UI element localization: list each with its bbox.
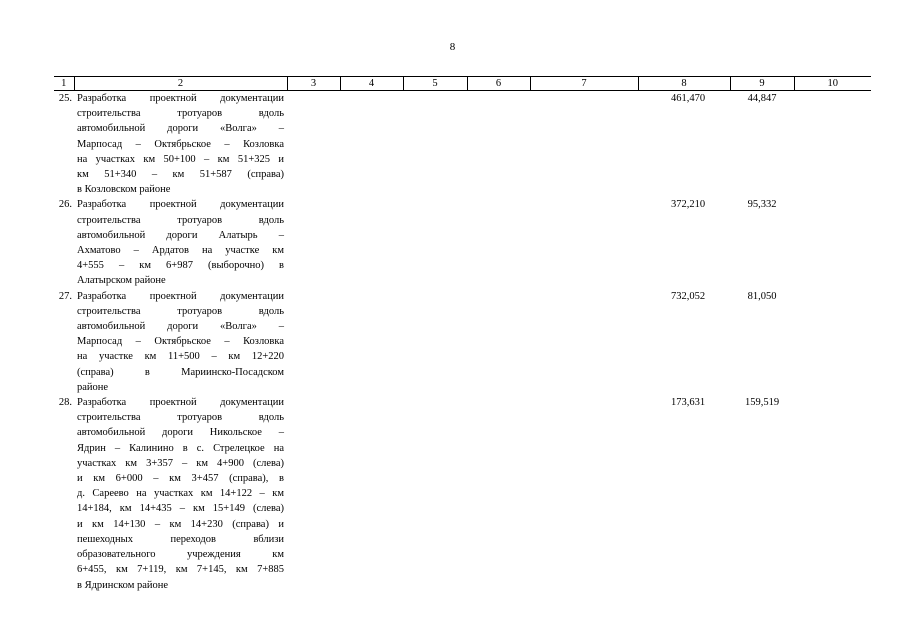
description-line: участках км 3+357 – км 4+900 (слева) [77,457,284,469]
description-line: Марпосад – Октябрьское – Козловка [77,138,284,150]
description-line: Разработка проектной документации [77,199,284,211]
row-description [74,289,287,395]
column-header-3: 3 [287,77,340,91]
description-line: Разработка проектной документации [77,397,284,409]
description-line: д. Сареево на участках км 14+122 – км [77,488,284,500]
cell-col-9: 81,050 [747,290,777,302]
cell-col-7 [530,91,638,198]
table-body [54,91,871,593]
description-line: в Ядринском районе [77,579,169,591]
description-line: на участках км 50+100 – км 51+325 и [77,153,284,165]
description-line: Алатырском районе [77,275,166,287]
table-row [54,197,871,288]
cell-col-7 [530,289,638,395]
cell-col-5 [403,197,467,288]
column-header-8: 8 [638,77,730,91]
column-header-6: 6 [467,77,530,91]
cell-col-8: 372,210 [670,199,706,211]
description-line: строительства тротуаров вдоль [77,214,284,226]
cell-col-9: 159,519 [744,397,780,409]
column-header-1: 1 [54,77,74,91]
cell-col-5 [403,91,467,198]
cell-col-6 [467,395,530,593]
column-header-7: 7 [530,77,638,91]
column-header-10: 10 [794,77,871,91]
cell-col-5 [403,289,467,395]
cell-col-6 [467,197,530,288]
row-description [74,197,287,288]
cell-col-10 [794,91,871,198]
cell-col-8: 461,470 [670,93,706,104]
column-header-4: 4 [340,77,403,91]
cell-col-8: 732,052 [670,290,706,302]
cell-col-3 [287,395,340,593]
description-line: км 51+340 – км 51+587 (справа) [77,169,284,181]
row-number: 25. [58,93,72,104]
description-line: 4+555 – км 6+987 (выборочно) в [77,260,284,272]
table-row [54,91,871,198]
cell-col-4 [340,91,403,198]
cell-col-5 [403,395,467,593]
description-line: Ахматово – Ардатов на участке км [77,245,284,257]
cell-col-6 [467,289,530,395]
column-header-5: 5 [403,77,467,91]
cell-col-6 [467,91,530,198]
description-line: автомобильной дороги Алатырь – [77,229,284,241]
cell-col-8: 173,631 [670,397,706,409]
cell-col-9: 44,847 [747,93,777,104]
description-line: Ядрин – Калинино в с. Стрелецкое на [77,442,284,454]
description-line: автомобильной дороги «Волга» – [77,321,284,333]
cell-col-3 [287,289,340,395]
description-line: Марпосад – Октябрьское – Козловка [77,336,284,348]
description-line: на участке км 11+500 – км 12+220 [77,351,284,363]
page-number: 8 [449,41,456,53]
description-line: 6+455, км 7+119, км 7+145, км 7+885 [77,564,284,576]
description-line: (справа) в Мариинско-Посадском [77,366,284,378]
row-number: 28. [58,397,72,409]
cell-col-3 [287,91,340,198]
row-description [74,91,287,198]
description-line: строительства тротуаров вдоль [77,108,284,120]
table-header-row [54,77,871,91]
description-line: и км 6+000 – км 3+457 (справа), в [77,473,284,485]
cell-col-9: 95,332 [747,199,777,211]
cell-col-4 [340,197,403,288]
column-header-2: 2 [74,77,287,91]
column-header-9: 9 [730,77,794,91]
table-row [54,289,871,395]
cell-col-10 [794,289,871,395]
cell-col-4 [340,395,403,593]
cell-col-7 [530,395,638,593]
table-row [54,395,871,593]
description-line: и км 14+130 – км 14+230 (справа) и [77,518,284,530]
description-line: образовательного учреждения км [77,549,284,561]
description-line: Разработка проектной документации [77,290,284,302]
cell-col-10 [794,197,871,288]
description-line: пешеходных переходов вблизи [77,533,284,545]
cell-col-4 [340,289,403,395]
description-line: в Козловском районе [77,184,171,196]
description-line: 14+184, км 14+435 – км 15+149 (слева) [77,503,284,515]
cell-col-7 [530,197,638,288]
description-line: строительства тротуаров вдоль [77,305,284,317]
description-line: Разработка проектной документации [77,93,284,104]
row-number: 27. [58,290,72,302]
cell-col-3 [287,197,340,288]
description-line: районе [77,381,109,393]
description-line: автомобильной дороги Никольское – [77,427,284,439]
description-line: строительства тротуаров вдоль [77,412,284,424]
row-description [74,395,287,593]
data-table [54,76,871,593]
cell-col-10 [794,395,871,593]
row-number: 26. [58,199,72,211]
description-line: автомобильной дороги «Волга» – [77,123,284,135]
